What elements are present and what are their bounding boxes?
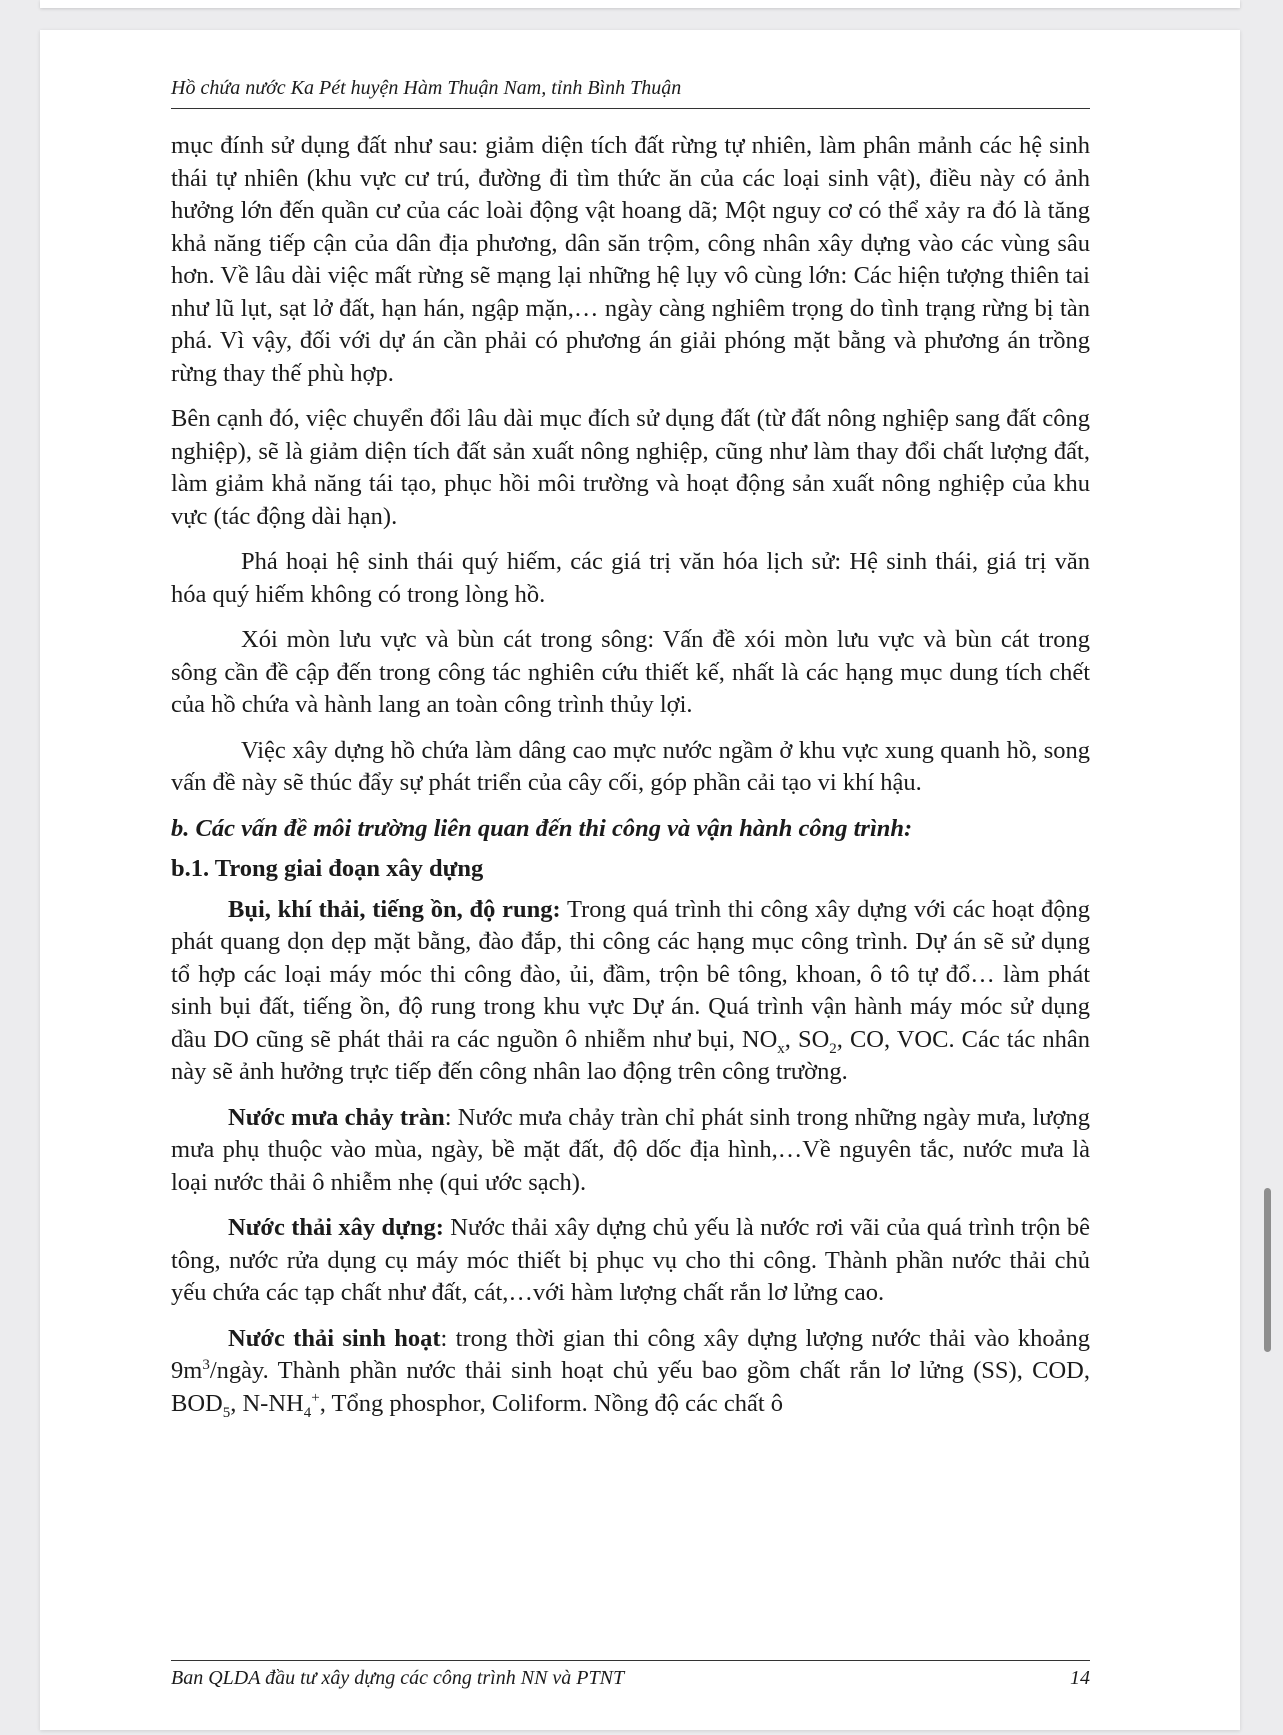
paragraph-groundwater: Việc xây dựng hồ chứa làm dâng cao mực nước ngầm ở khu vực xung quanh hồ, song vấn đề này sẽ thúc đẩy sự phát triển của cây cối, góp phần cải tạo vi khí hậu. [171,736,1090,796]
page-body [171,130,1090,1433]
rain-label: Nước mưa chảy tràn [228,1103,445,1131]
domestic-water-label: Nước thải sinh hoạt [228,1324,441,1352]
page-number: 14 [1070,1667,1090,1689]
paragraph-dust-emissions [171,894,1090,1089]
bod5-subscript: 5 [222,1404,231,1421]
domestic-text-a: : trong thời gian thi công xây dựng lượng nước thải vào khoảng 9m [171,1324,1090,1384]
dust-text-c: , CO, VOC. Các tác nhân này sẽ ảnh hưởng trực tiếp đến công nhân lao động trên công trường. [171,1025,1090,1085]
rain-text: : Nước mưa chảy tràn chỉ phát sinh trong những ngày mưa, lượng mưa phụ thuộc vào mùa, ngày, bề mặt đất, độ dốc địa hình,…Về nguyên tắc, nước mưa là loại nước thải ô nhiễm nhẹ (qui ước sạch). [171,1103,1090,1196]
dust-label: Bụi, khí thải, tiếng ồn, độ rung: [228,895,561,923]
paragraph-construction-wastewater [171,1212,1090,1310]
scrollbar-thumb[interactable] [1264,1188,1271,1352]
nh4-superscript: + [311,1389,320,1406]
paragraph-rainwater [171,1102,1090,1200]
section-heading-b: b. Các vấn đề môi trường liên quan đến thi công và vận hành công trình: [171,814,913,842]
domestic-text-b: /ngày. Thành phần nước thải sinh hoạt chủ yếu bao gồm chất rắn lơ lửng (SS), COD, BOD [171,1357,1090,1417]
paragraph-domestic-wastewater [171,1323,1090,1421]
m3-superscript: 3 [202,1356,210,1373]
dust-text-a: Trong quá trình thi công xây dựng với các hoạt động phát quang dọn dẹp mặt bằng, đào đắp, thi công các hạng mục công trình. Dự án sẽ sử dụng tổ hợp các loại máy móc thi công đào, ủi, đầm, trộn bê tông, khoan, ô tô tự đổ… làm phát sinh bụi đất, tiếng ồn, độ rung trong khu vực Dự án. Quá trình vận hành máy móc sử dụng dầu DO cũng sẽ phát thải ra các nguồn ô nhiễm như bụi, NO [171,895,1090,1053]
domestic-text-d: , Tổng phosphor, Coliform. Nồng độ các chất ô [319,1389,784,1417]
footer-organization: Ban QLDA đầu tư xây dựng các công trình NN và PTNT [171,1667,625,1689]
page-footer [171,1660,1090,1690]
so2-subscript: 2 [829,1040,837,1057]
paragraph-land-conversion: Bên cạnh đó, việc chuyển đổi lâu dài mục đích sử dụng đất (từ đất nông nghiệp sang đất công nghiệp), sẽ là giảm diện tích đất sản xuất nông nghiệp, cũng như làm thay đổi chất lượng đất, làm giảm khả năng tái tạo, phục hồi môi trường và hoạt động sản xuất nông nghiệp của khu vực (tác động dài hạn). [171,405,1090,530]
construction-water-text: Nước thải xây dựng chủ yếu là nước rơi vãi của quá trình trộn bê tông, nước rửa dụng cụ máy móc thiết bị phục vụ cho thi công. Thành phần nước thải chủ yếu chứa các tạp chất như đất, cát,…với hàm lượng chất rắn lơ lửng cao. [171,1214,1090,1306]
construction-water-label: Nước thải xây dựng: [228,1214,444,1241]
running-header: Hồ chứa nước Ka Pét huyện Hàm Thuận Nam, tỉnh Bình Thuận [171,77,1090,109]
paragraph-erosion: Xói mòn lưu vực và bùn cát trong sông: Vấn đề xói mòn lưu vực và bùn cát trong sông cần đề cập đến trong công tác nghiên cứu thiết kế, nhất là các hạng mục dung tích chết của hồ chứa và hành lang an toàn công trình thủy lợi. [171,626,1090,718]
section-heading-b1: b.1. Trong giai đoạn xây dựng [171,855,484,882]
previous-page-edge [40,0,1240,8]
nox-subscript: x [777,1040,785,1057]
paragraph-land-use: mục đính sử dụng đất như sau: giảm diện tích đất rừng tự nhiên, làm phân mảnh các hệ sinh thái tự nhiên (khu vực cư trú, đường đi tìm thức ăn của các loại sinh vật), điều này có ảnh hưởng lớn đến quần cư của các loài động vật hoang dã; Một nguy cơ có thể xảy ra đó là tăng khả năng tiếp cận của dân địa phương, dân săn trộm, công nhân xây dựng vào các vùng sâu hơn. Về lâu dài việc mất rừng sẽ mạng lại những hệ lụy vô cùng lớn: Các hiện tượng thiên tai như lũ lụt, sạt lở đất, hạn hán, ngập mặn,… ngày càng nghiêm trọng do tình trạng rừng bị tàn phá. Vì vậy, đối với dự án cần phải có phương án giải phóng mặt bằng và phương án trồng rừng thay thế phù hợp. [171,132,1090,387]
paragraph-ecosystem: Phá hoại hệ sinh thái quý hiếm, các giá trị văn hóa lịch sử: Hệ sinh thái, giá trị văn hóa quý hiếm không có trong lòng hồ. [171,548,1090,608]
nh4-subscript: 4 [303,1404,312,1421]
domestic-text-c: , N-NH [230,1389,304,1417]
dust-text-b: , SO [784,1025,830,1053]
